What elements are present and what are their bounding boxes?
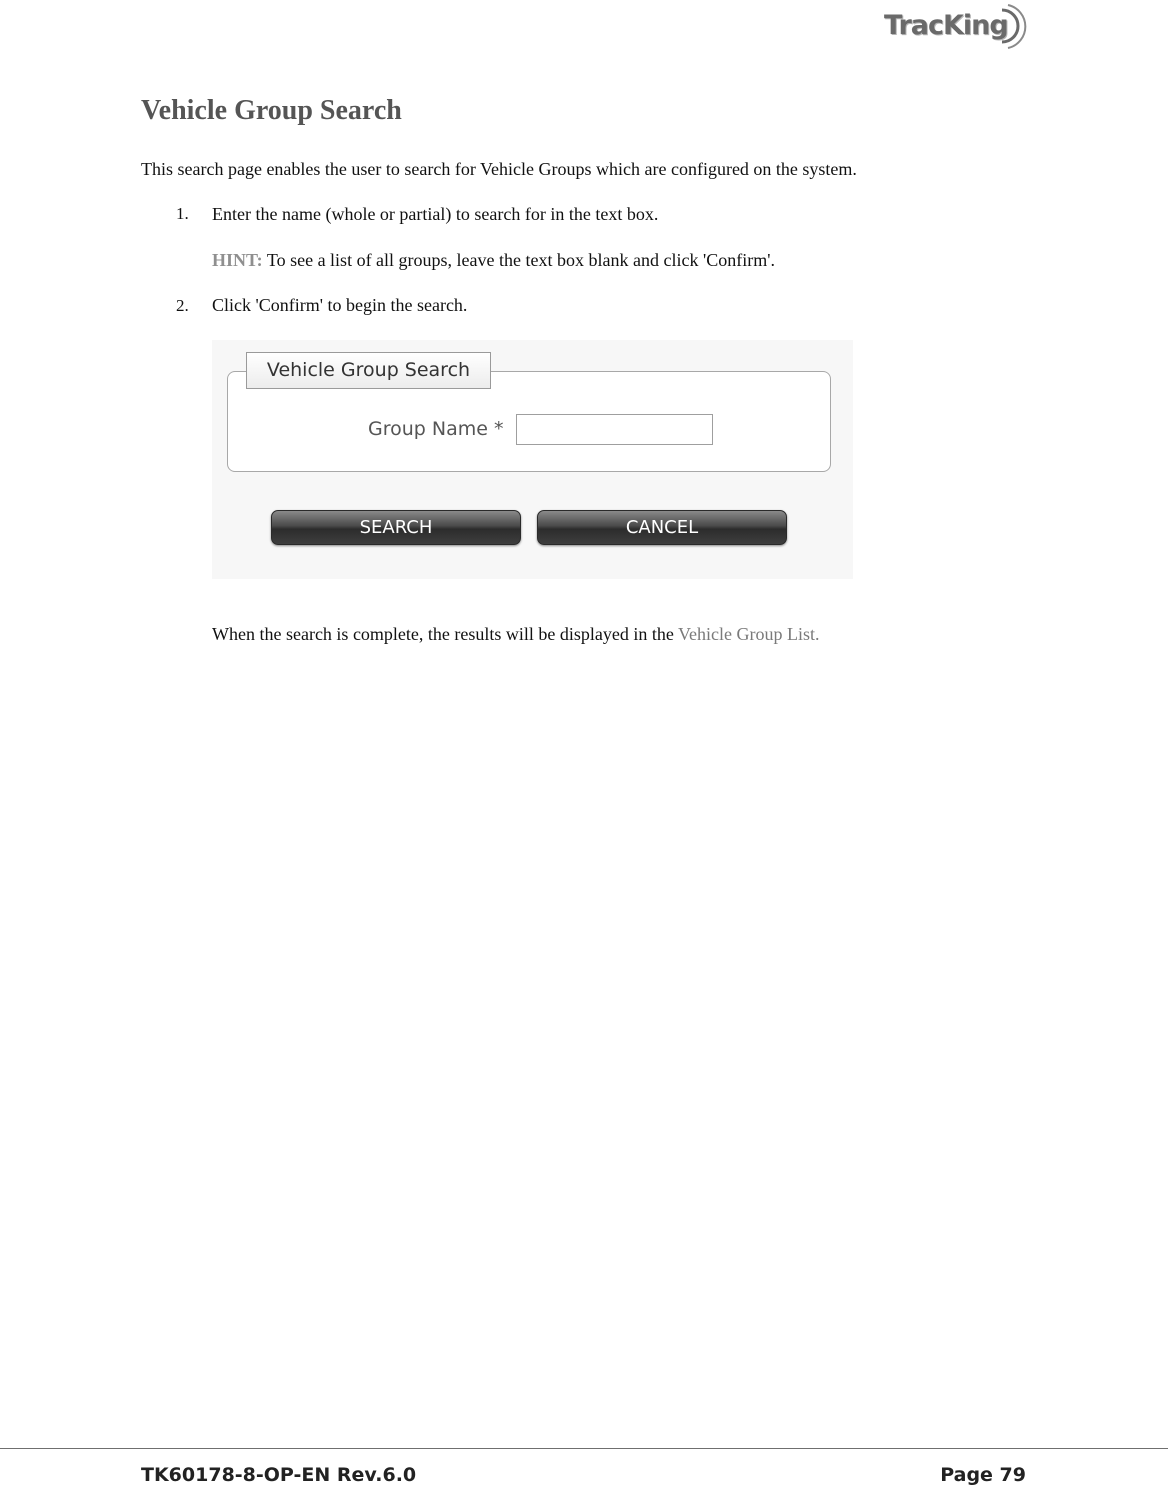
group-name-label: Group Name * <box>368 418 504 440</box>
closing-period: . <box>815 624 820 644</box>
search-button[interactable]: SEARCH <box>271 510 521 545</box>
footer-divider <box>0 1448 1168 1449</box>
step-2-text: Click 'Confirm' to begin the search. <box>212 295 468 315</box>
closing-text: When the search is complete, the results will be displayed in the <box>212 624 679 644</box>
step-2-number: 2. <box>176 296 189 315</box>
fieldset-legend: Vehicle Group Search <box>246 352 491 389</box>
cancel-button[interactable]: CANCEL <box>537 510 787 545</box>
vehicle-group-list-link[interactable]: Vehicle Group List <box>678 624 816 644</box>
step-1-number: 1. <box>176 204 189 223</box>
group-name-input[interactable] <box>516 414 713 445</box>
step-1-text: Enter the name (whole or partial) to search for in the text box. <box>212 204 659 224</box>
hint-text: To see a list of all groups, leave the text box blank and click 'Confirm'. <box>262 250 775 270</box>
page-number: Page 79 <box>940 1464 1026 1486</box>
tracking-logo <box>880 2 1030 54</box>
signal-arcs-icon <box>998 4 1028 50</box>
logo-text: TracKing <box>884 10 1008 41</box>
vehicle-group-search-screenshot <box>212 340 853 579</box>
page-title: Vehicle Group Search <box>141 95 402 126</box>
hint-label: HINT: <box>212 250 263 270</box>
hint-paragraph <box>212 249 775 271</box>
closing-paragraph <box>212 623 820 645</box>
intro-paragraph: This search page enables the user to search for Vehicle Groups which are configured on the system. <box>141 159 857 179</box>
document-id: TK60178-8-OP-EN Rev.6.0 <box>141 1464 417 1486</box>
